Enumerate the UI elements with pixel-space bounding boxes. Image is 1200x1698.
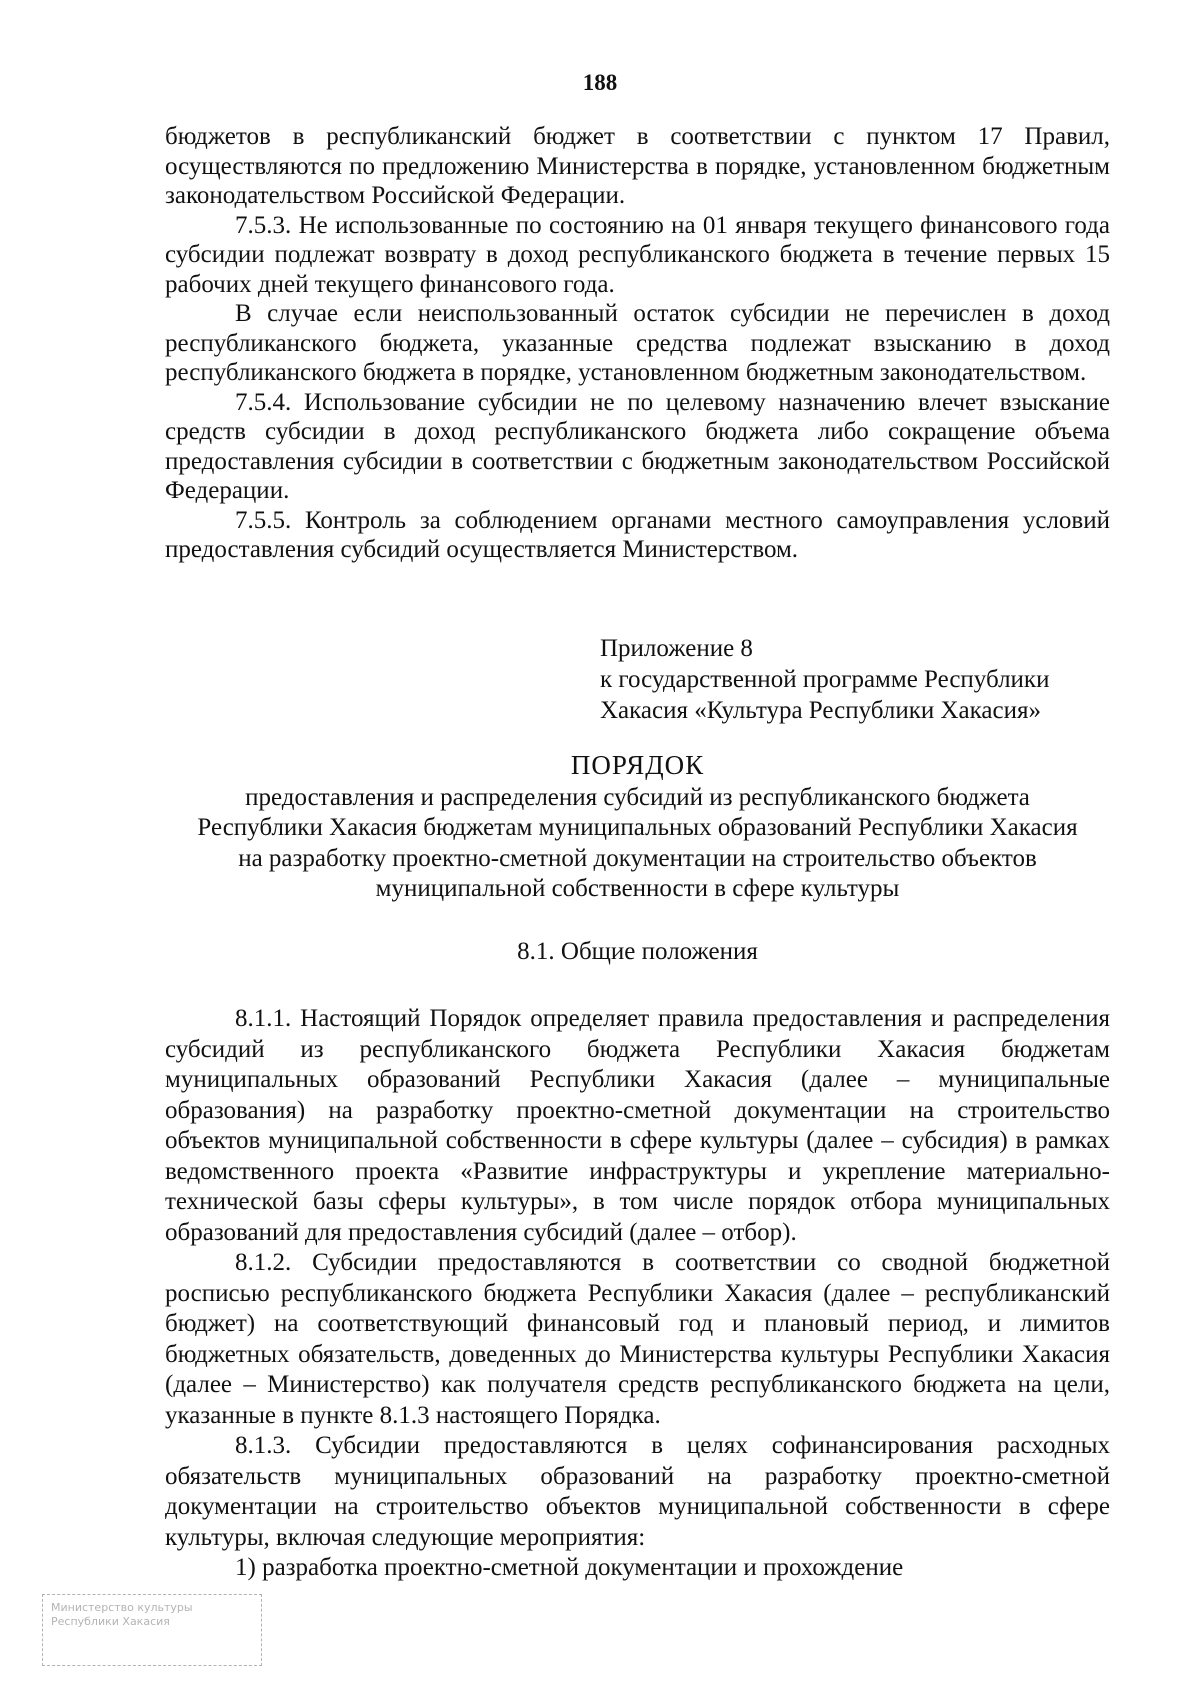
document-title — [165, 750, 1110, 905]
page-number: 188 — [582, 70, 618, 95]
paragraph: 8.1.1. Настоящий Порядок определяет правила предоставления и распределения субсидий из республиканского бюджета Республики Хакасия бюджетам муниципальных образований Республики Хакасия (далее – муниципальные образования) на разработку проектно-сметной документации на строительство объектов муниципальной собственности в сфере культуры (далее – субсидия) в рамках ведомственного проекта «Развитие инфраструктуры и укрепление материально-технической базы сферы культуры», в том числе порядок отбора муниципальных образований для предоставления субсидий (далее – отбор). — [165, 1005, 1110, 1246]
title-line: Республики Хакасия бюджетам муниципальных образований Республики Хакасия — [197, 814, 1078, 841]
paragraph: В случае если неиспользованный остаток субсидии не перечислен в доход республиканского бюджета, указанные средства подлежат взысканию в доход республиканского бюджета в порядке, установленном бюджетным законодательством. — [165, 300, 1110, 386]
title-line: предоставления и распределения субсидий из республиканского бюджета — [245, 783, 1030, 811]
section-heading: 8.1. Общие положения — [517, 938, 758, 965]
title-line: муниципальной собственности в сфере культуры — [375, 875, 900, 902]
bottom-text-block — [165, 1004, 1110, 1584]
paragraph: 7.5.5. Контроль за соблюдением органами местного самоуправления условий предоставления субсидий осуществляется Министерством. — [165, 506, 1110, 563]
paragraph: 8.1.3. Субсидии предоставляются в целях софинансирования расходных обязательств муниципальных образований на разработку проектно-сметной документации на строительство объектов муниципальной собственности в сфере культуры, включая следующие мероприятия: — [165, 1432, 1110, 1551]
stamp-line: Министерство культуры — [51, 1601, 193, 1614]
appendix-line: Хакасия «Культура Республики Хакасия» — [600, 697, 1041, 724]
paragraph: 7.5.3. Не использованные по состоянию на 01 января текущего финансового года субсидии подлежат возврату в доход республиканского бюджета в течение первых 15 рабочих дней текущего финансового года. — [165, 211, 1110, 298]
stamp-line: Республики Хакасия — [51, 1615, 170, 1628]
appendix-line: к государственной программе Республики — [600, 666, 1050, 693]
appendix-line: Приложение 8 — [600, 635, 753, 662]
top-text-block — [165, 122, 1110, 565]
paragraph: 1) разработка проектно-сметной документации и прохождение — [235, 1554, 904, 1581]
paragraph: бюджетов в республиканский бюджет в соответствии с пунктом 17 Правил, осуществляются по предложению Министерства в порядке, установленном бюджетным законодательством Российской Федерации. — [165, 123, 1110, 209]
paragraph: 8.1.2. Субсидии предоставляются в соответствии со сводной бюджетной росписью республиканского бюджета Республики Хакасия (далее – республиканский бюджет) на соответствующий финансовый год и плановый период, и лимитов бюджетных обязательств, доведенных до Министерства культуры Республики Хакасия (далее – Министерство) как получателя средств республиканского бюджета на цели, указанные в пункте 8.1.3 настоящего Порядка. — [165, 1249, 1110, 1429]
ministry-stamp — [42, 1594, 262, 1666]
title-line: на разработку проектно-сметной документации на строительство объектов — [238, 844, 1037, 872]
title-main: ПОРЯДОК — [570, 750, 705, 780]
paragraph: 7.5.4. Использование субсидии не по целевому назначению влечет взыскание средств субсидии в доход республиканского бюджета либо сокращение объема предоставления субсидии в соответствии с бюджетным законодательством Российской Федерации. — [165, 388, 1110, 504]
appendix-header — [600, 633, 1110, 726]
